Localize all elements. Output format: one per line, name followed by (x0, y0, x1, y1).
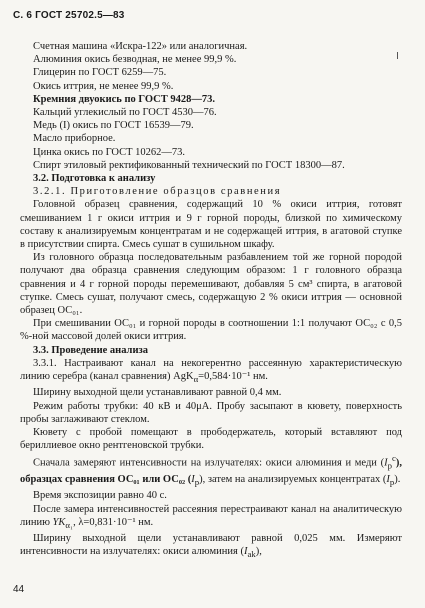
var-sup-c-1: с (391, 453, 396, 464)
var-sub-p-3: p (389, 477, 395, 488)
document-body (20, 40, 402, 562)
line-6: Кальций углекислый по ГОСТ 4530—76. (33, 107, 217, 119)
paragraph-ethanol: Спирт этиловый ректификованный технический по ГОСТ 18300—87. (33, 159, 345, 171)
section-3-2-1-heading: 3.2.1. Приготовление образцов сравнения (33, 186, 282, 198)
paragraph-channel-setup (20, 357, 402, 387)
paragraph-cuvette: Кювету с пробой помещают в прободержатель, который вставляют под бериллиевое окно рентгеновской трубки. (20, 426, 402, 452)
page-number: 44 (13, 584, 25, 595)
text-retune: После замера интенсивностей рассеяния перестраивают канал на аналитическую линию (20, 503, 402, 528)
page-header: С. 6 ГОСТ 25702.5—83 (13, 10, 125, 21)
paragraph-tube-mode: Режим работы трубки: 40 кВ и 40μА. Пробу засыпают в кювету, поверхность пробы заглаживают стеклом. (20, 400, 402, 425)
sub-alpha-2: α₁ (65, 519, 74, 530)
var-sub-p-1: p (387, 460, 392, 471)
paragraph-mixing: При смешивании ОС₀₁ и горной породы в соотношении 1:1 получают ОС₀₂ с 0,5 %-ной массовой долей окиси иттрия. (20, 318, 402, 343)
paragraph-dilution: Из головного образца последовательным разбавлением той же горной породой получают два образца сравнения следующим образом: 1 г головного образца сравнения и 4 г горной породы перемешивают, добавляя 5 см³ спирта, в агатовой ступке. Смесь сушат, получают смесь, содержащую 2 % окиси иттрия — основной образец ОС₀₁. (20, 252, 402, 317)
section-3-2-heading: 3.2. Подготовка к анализу (33, 173, 156, 185)
line-9: Цинка окись по ГОСТ 10262—73. (33, 146, 186, 158)
text-measure-1d: ). (394, 474, 401, 486)
section-3-3-heading: 3.3. Проведение анализа (33, 344, 148, 356)
paragraph-slit-1: Ширину выходной щели устанавливают равной 0,4 мм. (33, 387, 282, 399)
text-wavelength-2: , λ=0,831·10⁻¹ нм. (73, 516, 154, 528)
paragraph-exposure: Время экспозиции равно 40 с. (33, 490, 167, 502)
sub-alpha-1: α (193, 374, 199, 385)
text-yk: YK (52, 516, 66, 528)
paragraph-measure-1 (20, 452, 402, 489)
line-1: Счетная машина «Искра-122» или аналогичная. (33, 41, 248, 52)
paragraph-head-sample: Головной образец сравнения, содержащий 10 % окиси иттрия, готовят смешиванием 1 г окиси иттрия и 9 г горной породы, близкой по химическому составу к анализируемым концентратам и не содержащей иттрия, в агатовой ступке в присутствии спирта. Смесь сушат в сушильном шкафу. (20, 199, 402, 251)
var-sub-ak: ak (247, 549, 256, 560)
paragraph-retune (20, 503, 402, 533)
line-5: Кремния двуокись по ГОСТ 9428—73. (33, 93, 215, 105)
paragraph-slit-2 (20, 532, 402, 562)
var-i-4: I (243, 546, 248, 558)
var-i-2: I (191, 474, 195, 486)
line-2: Алюминия окись безводная, не менее 99,9 %. (33, 54, 237, 66)
text-measure-1a: Сначала замеряют интенсивности на излучателях: окиси алюминия и меди ( (33, 457, 385, 469)
line-4: Окись иттрия, не менее 99,9 %. (33, 80, 174, 92)
var-sub-p-2: p (194, 477, 200, 488)
text-measure-1b: ), образцах сравнения ОС₀₁ или ОС₀₂ ( (20, 457, 402, 486)
text-slit-2-end: ), (255, 546, 262, 558)
line-8: Масло приборное. (33, 133, 116, 145)
text-wavelength-1: =0,584·10⁻¹ нм. (198, 371, 268, 383)
text-slit-2: Ширину выходной щели устанавливают равной 0,025 мм. Измеряют интенсивности на излучателях: окиси алюминия ( (20, 533, 402, 558)
var-i-3: I (386, 474, 390, 486)
line-3: Глицерин по ГОСТ 6259—75. (33, 67, 167, 79)
var-i-1: I (384, 457, 388, 469)
line-7: Медь (I) окись по ГОСТ 16539—79. (33, 120, 194, 132)
text-measure-1c: ), затем на анализируемых концентратах ( (199, 474, 387, 486)
text-channel-setup: 3.3.1. Настраивают канал на некогерентно рассеянную характеристическую линию серебра (канал сравнения) AgK (20, 357, 402, 383)
